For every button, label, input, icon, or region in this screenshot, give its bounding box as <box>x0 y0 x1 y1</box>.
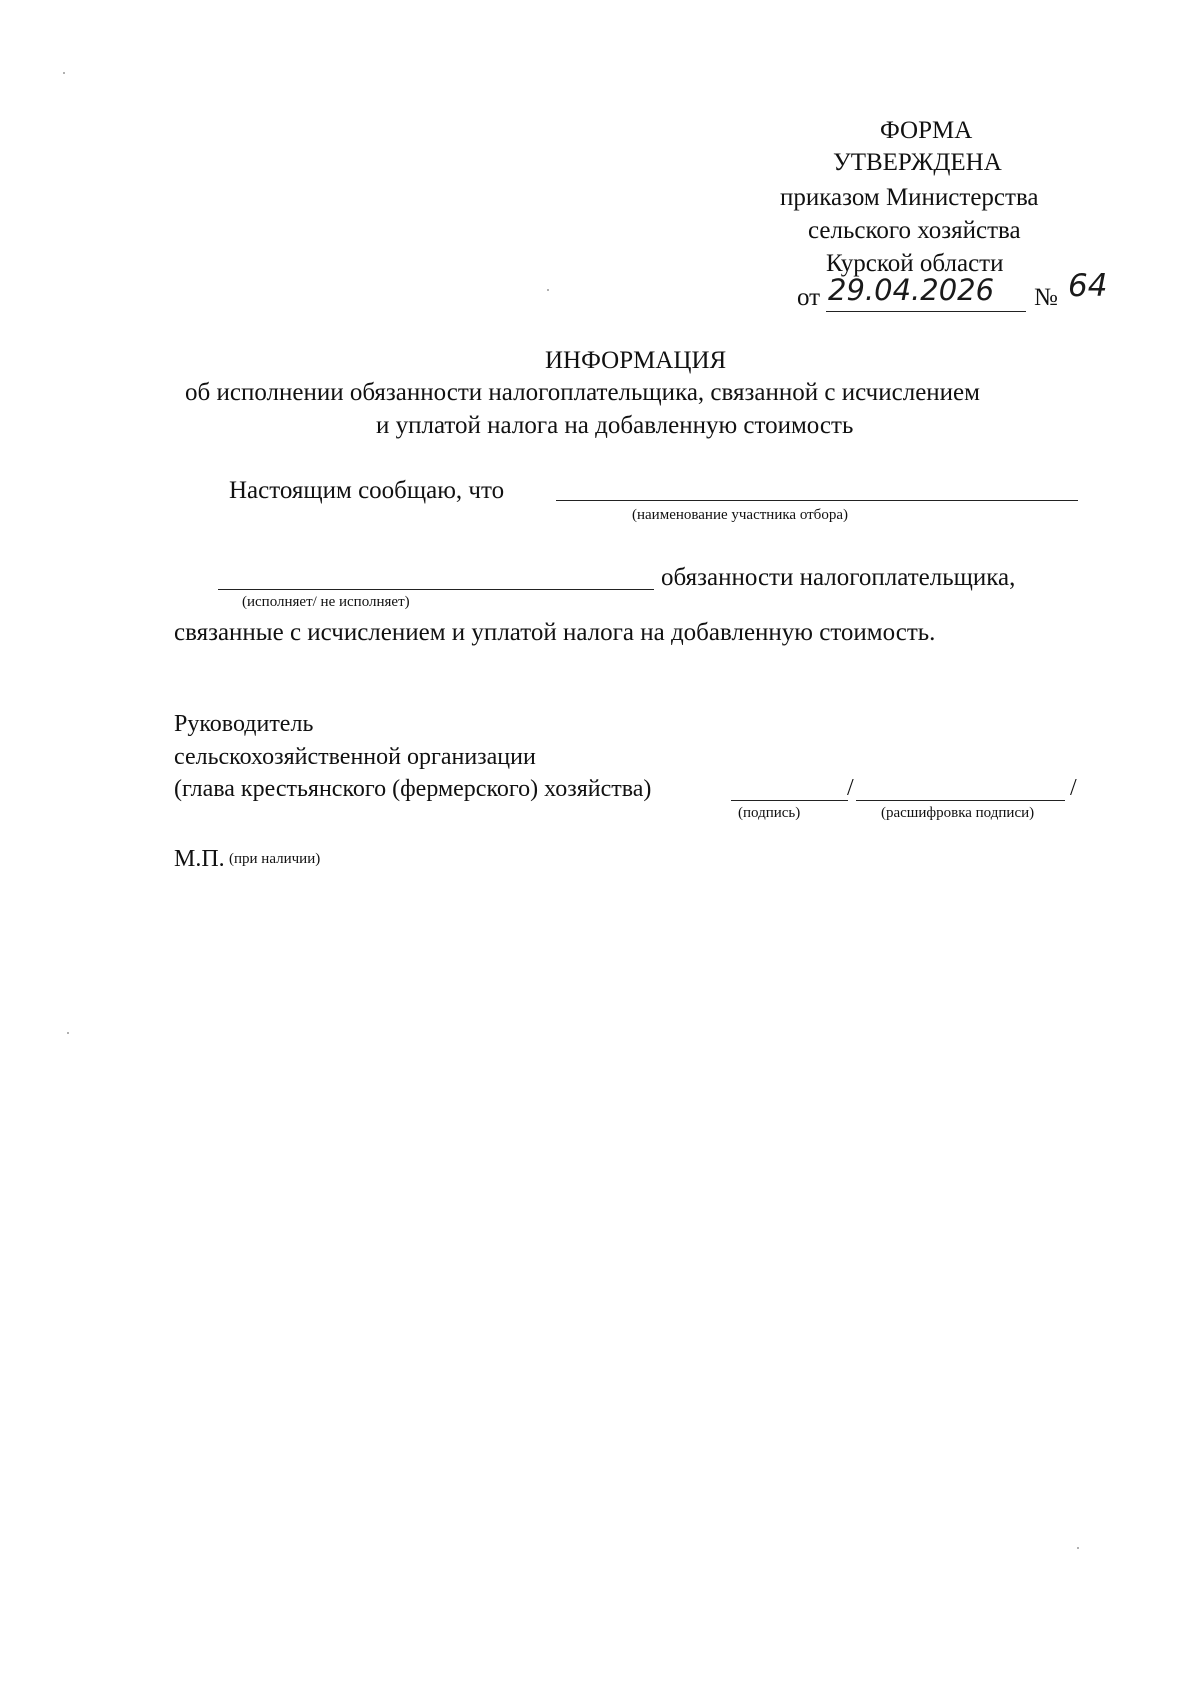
approval-region-text: Курской области <box>826 250 1004 277</box>
signature-decode-line <box>856 800 1065 801</box>
document-title: ИНФОРМАЦИЯ <box>545 347 727 374</box>
document-subtitle-line2: и уплатой налога на добавленную стоимость <box>376 412 854 439</box>
signature-slash-left: / <box>847 775 854 801</box>
fulfills-caption: (исполняет/ не исполняет) <box>242 594 410 610</box>
fulfills-line <box>218 589 654 590</box>
signatory-title-line1: Руководитель <box>174 711 314 737</box>
scan-speck <box>1077 1547 1079 1549</box>
signature-decode-caption: (расшифровка подписи) <box>881 805 1035 821</box>
approval-date-handwritten: 29.04.2026 <box>828 273 995 307</box>
signatory-title-line2: сельскохозяйственной организации <box>174 744 536 770</box>
stamp-note: (при наличии) <box>229 851 321 867</box>
stamp-label: М.П. <box>174 846 225 872</box>
participant-name-line <box>556 500 1078 501</box>
scan-speck <box>67 1032 69 1034</box>
participant-name-caption: (наименование участника отбора) <box>632 507 848 523</box>
signature-caption: (подпись) <box>738 805 801 821</box>
approval-order-text: приказом Министерства <box>780 184 1039 211</box>
intro-text: Настоящим сообщаю, что <box>229 477 505 504</box>
approval-number-prefix: № <box>1034 284 1058 311</box>
approval-date-line <box>826 311 1026 312</box>
signatory-title-line3: (глава крестьянского (фермерского) хозяйства) <box>174 776 652 802</box>
signature-slash-right: / <box>1070 775 1077 801</box>
body-line2: связанные с исчислением и уплатой налога на добавленную стоимость. <box>174 619 936 646</box>
scan-speck <box>547 289 549 291</box>
approval-ministry-text: сельского хозяйства <box>808 217 1021 244</box>
approval-date-prefix: от <box>797 284 821 311</box>
approval-number-handwritten: 64 <box>1068 268 1108 304</box>
duty-text: обязанности налогоплательщика, <box>661 564 1016 591</box>
signature-line <box>731 800 848 801</box>
document-subtitle-line1: об исполнении обязанности налогоплательщика, связанной с исчислением <box>185 379 980 406</box>
scan-speck <box>63 72 65 74</box>
approval-form-label: ФОРМА <box>880 117 973 144</box>
approval-approved-label: УТВЕРЖДЕНА <box>833 149 1002 176</box>
